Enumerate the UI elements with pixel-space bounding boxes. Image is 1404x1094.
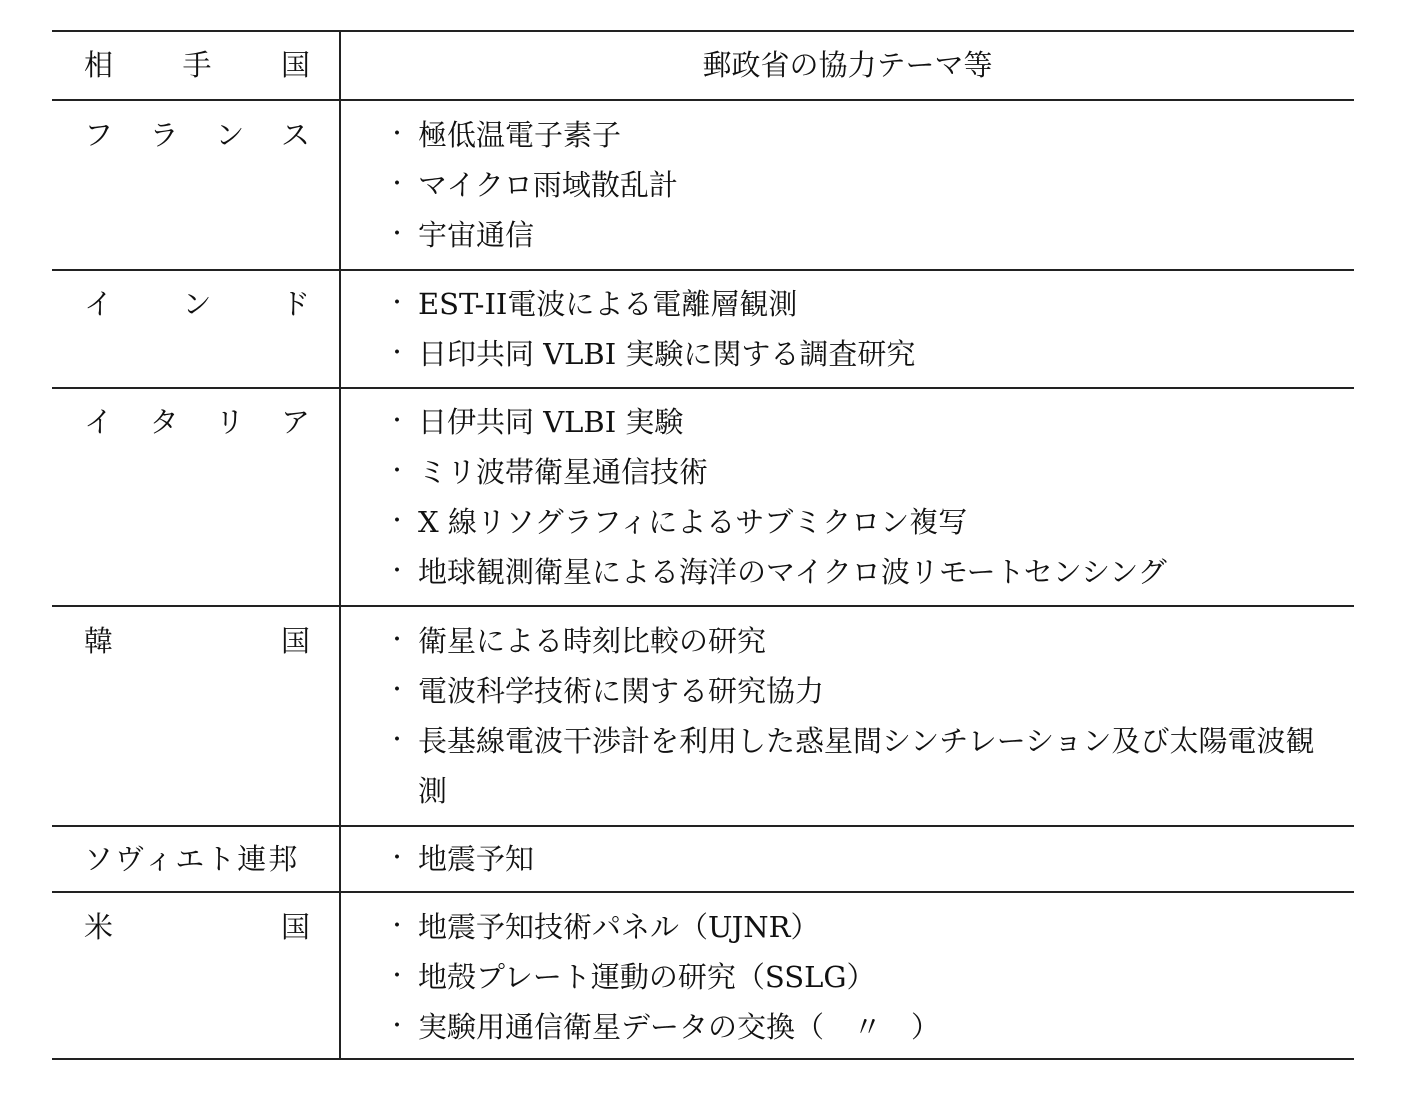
theme-list-soviet-union: [386, 834, 1346, 884]
theme-item: ・ 地殻プレート運動の研究（SSLG）: [386, 952, 1346, 1002]
rule-row5: [52, 891, 1354, 893]
rule-header: [52, 99, 1354, 101]
theme-item: ・ 宇宙通信: [386, 210, 1346, 260]
header-country: 相 手 国: [84, 48, 310, 82]
theme-item: ・ マイクロ雨域散乱計: [386, 160, 1346, 210]
column-divider: [339, 30, 341, 1060]
theme-item: ・ 地震予知: [386, 834, 1346, 884]
theme-item: ・ 地球観測衛星による海洋のマイクロ波リモートセンシング: [386, 547, 1346, 597]
theme-item: ・ 極低温電子素子: [386, 110, 1346, 160]
country-usa: 米 国: [84, 910, 310, 944]
country-italy: イ タ リ ア: [84, 405, 310, 439]
header-theme: 郵政省の協力テーマ等: [702, 48, 993, 82]
rule-row4: [52, 825, 1354, 827]
theme-item: ・ 日伊共同 VLBI 実験: [386, 397, 1346, 447]
theme-item: ・ 電波科学技術に関する研究協力: [386, 666, 1346, 716]
country-korea: 韓 国: [84, 624, 310, 658]
theme-list-france: [386, 110, 1346, 260]
theme-list-italy: [386, 397, 1346, 597]
theme-item: ・ 実験用通信衛星データの交換（ 〃 ）: [386, 1002, 1346, 1052]
country-france: フ ラ ン ス: [84, 118, 310, 152]
country-india: イ ン ド: [84, 287, 310, 321]
theme-item: ・ X 線リソグラフィによるサブミクロン複写: [386, 497, 1346, 547]
theme-item: ・ 地震予知技術パネル（UJNR）: [386, 902, 1346, 952]
theme-item: ・ EST-II電波による電離層観測: [386, 279, 1346, 329]
theme-item: ・ 長基線電波干渉計を利用した惑星間シンチレーション及び太陽電波観測: [386, 716, 1318, 816]
rule-bottom: [52, 1058, 1354, 1060]
theme-item: ・ 日印共同 VLBI 実験に関する調査研究: [386, 329, 1346, 379]
rule-row3: [52, 605, 1354, 607]
rule-row2: [52, 387, 1354, 389]
theme-list-korea: [386, 616, 1346, 816]
country-soviet-union: ソヴィエト連邦: [84, 842, 300, 876]
theme-item: ・ ミリ波帯衛星通信技術: [386, 447, 1346, 497]
theme-item: ・ 衛星による時刻比較の研究: [386, 616, 1346, 666]
theme-list-usa: [386, 902, 1346, 1052]
theme-list-india: [386, 279, 1346, 379]
rule-row1: [52, 269, 1354, 271]
rule-top: [52, 30, 1354, 32]
